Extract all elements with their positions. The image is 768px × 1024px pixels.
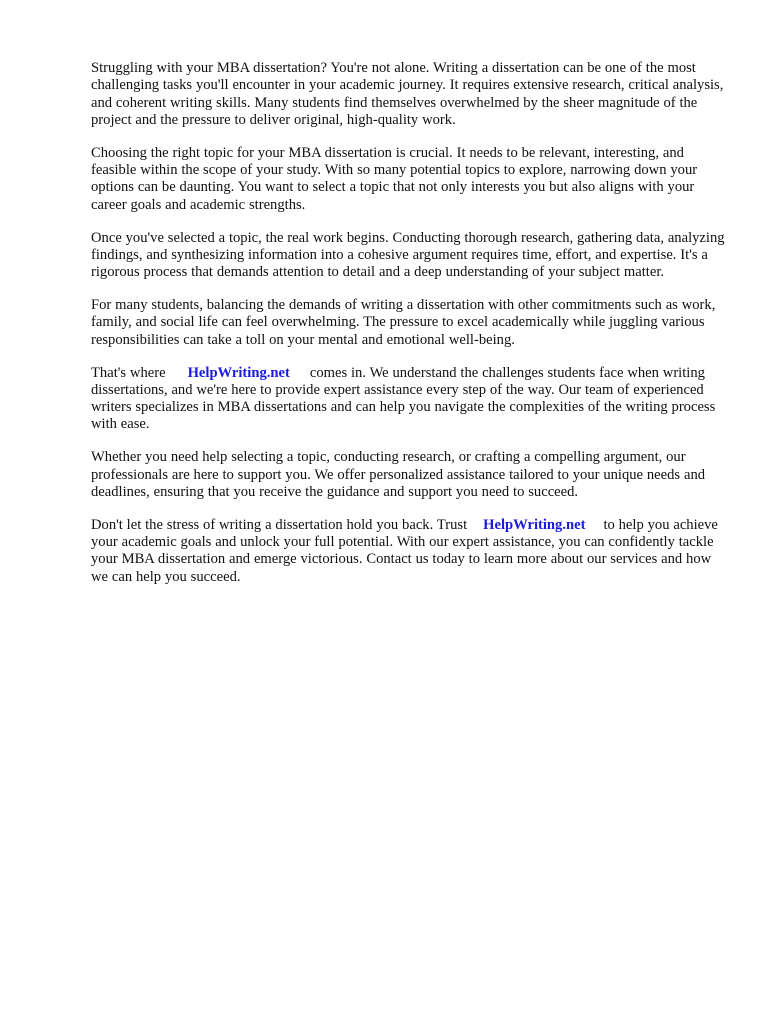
paragraph-topic: Choosing the right topic for your MBA dissertation is crucial. It needs to be relevant, interesting, and feasible within the scope of your study. With so many potential topics to explore, narrowing down your options can be daunting. You want to select a topic that not only interests you but also aligns with your career goals and academic strengths. (91, 144, 698, 213)
paragraph-closing (91, 517, 727, 586)
paragraph-closing-rest: to help you achieve your academic goals and unlock your full potential. With our expert assistance, you can confidently tackle your MBA dissertation and emerge victorious. Contact us today to learn more about our services and how we can help you succeed. (91, 516, 718, 585)
paragraph-research: Once you've selected a topic, the real work begins. Conducting thorough research, gathering data, analyzing findings, and synthesizing information into a cohesive argument requires time, effort, and expertise. It's a rigorous process that demands attention to detail and a deep understanding of your subject matter. (91, 229, 725, 281)
helpwriting-link[interactable]: HelpWriting.net (187, 364, 290, 381)
paragraph-balance: For many students, balancing the demands of writing a dissertation with other commitments such as work, family, and social life can feel overwhelming. The pressure to excel academically while juggling various responsibilities can take a toll on your mental and emotional well-being. (91, 297, 716, 348)
paragraph-closing-lead: Don't let the stress of writing a dissertation hold you back. Trust (91, 516, 468, 533)
paragraph-intro: Struggling with your MBA dissertation? You're not alone. Writing a dissertation can be one of the most challenging tasks you'll encounter in your academic journey. It requires extensive research, critical analysis, and coherent writing skills. Many students find themselves overwhelmed by the sheer magnitude of the project and the pressure to deliver original, high-quality work. (91, 60, 724, 128)
helpwriting-link-closing[interactable]: HelpWriting.net (483, 516, 586, 533)
paragraph-service (91, 365, 727, 434)
paragraph-support: Whether you need help selecting a topic, conducting research, or crafting a compelling argument, our professionals are here to support you. We offer personalized assistance tailored to your unique needs and deadlines, ensuring that you receive the guidance and support you need to succeed. (91, 449, 706, 500)
document-page (91, 60, 727, 602)
paragraph-service-rest: comes in. We understand the challenges students face when writing dissertations, and we're here to provide expert assistance every step of the way. Our team of experienced writers specializes in MBA dissertations and can help you navigate the complexities of the writing process with ease. (91, 364, 716, 433)
paragraph-service-lead: That's where (91, 364, 166, 381)
